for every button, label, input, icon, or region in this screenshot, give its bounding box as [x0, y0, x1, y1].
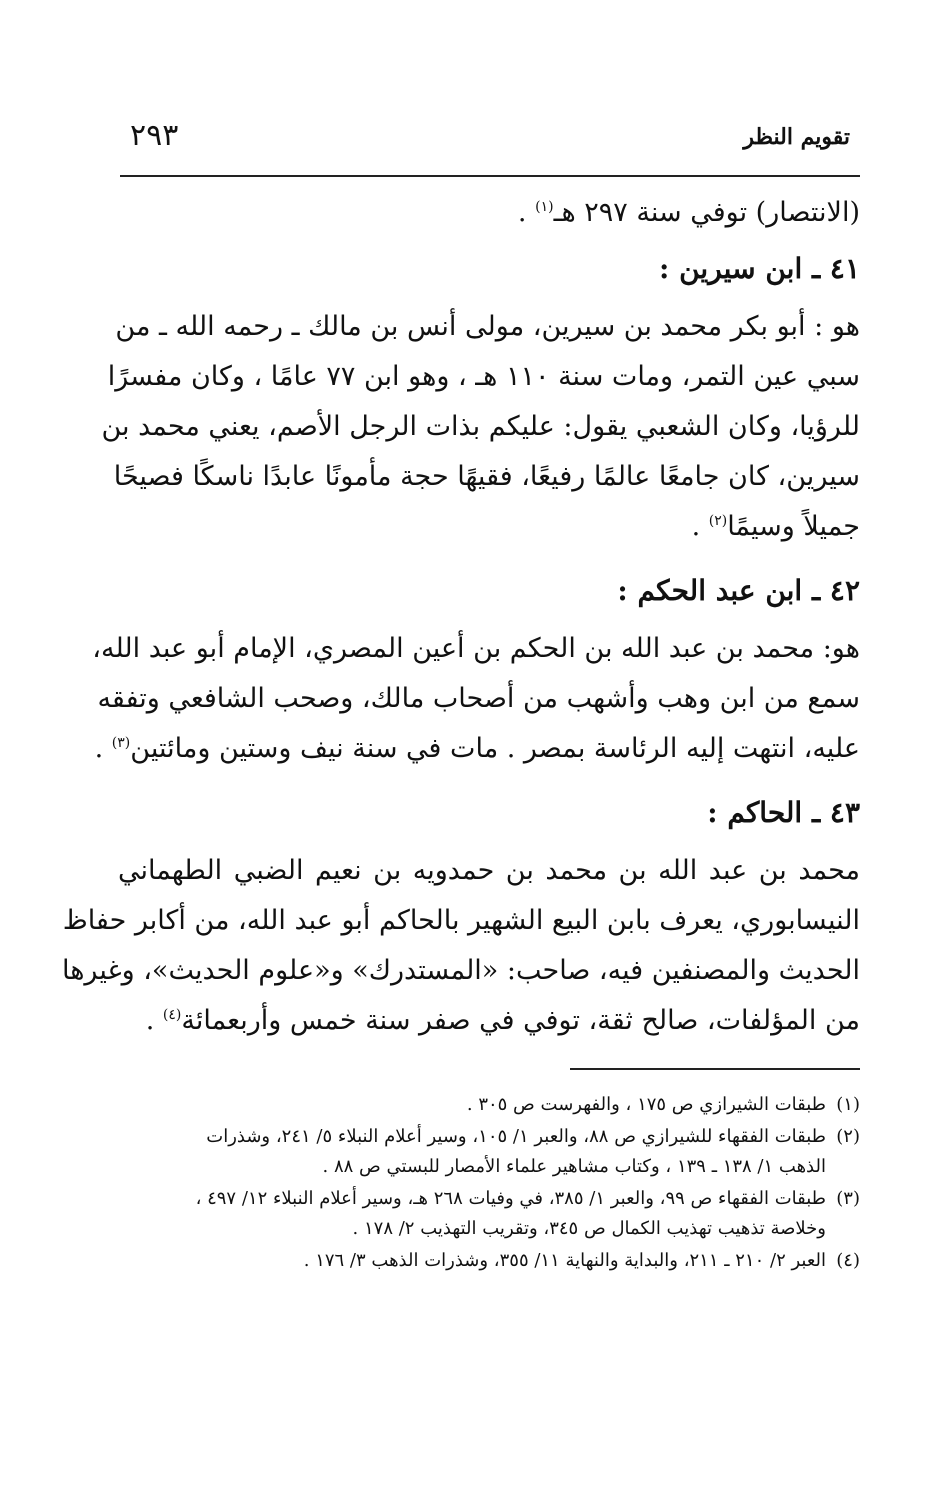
footnote-rule: [570, 1068, 860, 1070]
footnote-ref: (٣): [111, 735, 131, 751]
body-line: سمع من ابن وهب وأشهب من أصحاب مالك، وصحب الشافعي وتفقه: [97, 683, 860, 714]
body-line: للرؤيا، وكان الشعبي يقول: عليكم بذات الرجل الأصم، يعني محمد بن: [101, 411, 860, 442]
footnote-ref: (١): [535, 199, 554, 215]
section-heading: ٤١ ـ ابن سيرين :: [659, 252, 860, 285]
body-line: عليه، انتهت إليه الرئاسة بمصر . مات في سنة نيف وستين ومائتين$^{(٣)}$ .: [94, 733, 860, 764]
footnote-number: (٢): [836, 1126, 860, 1147]
body-line: سيرين، كان جامعًا عالمًا رفيعًا، فقيهًا حجة مأمونًا عابدًا ناسكًا فصيحًا: [113, 461, 860, 492]
footnotes: [118, 1090, 860, 1276]
body-line: هو : أبو بكر محمد بن سيرين، مولى أنس بن مالك ـ رحمه الله ـ من: [115, 311, 860, 342]
footnote-item: [118, 1090, 860, 1120]
footnote-text: طبقات الفقهاء ص ٩٩، والعبر ١/ ٣٨٥، في وفيات ٢٦٨ هـ، وسير أعلام النبلاء ١٢/ ٤٩٧ ،: [195, 1188, 826, 1209]
body-line: من المؤلفات، صالح ثقة، توفي في صفر سنة خمس وأربعمائة$^{(٤)}$ .: [145, 1005, 860, 1036]
footnote-number: (٤): [836, 1250, 860, 1271]
main-text: [61, 188, 860, 1046]
section-heading: ٤٣ ـ الحاكم :: [707, 796, 860, 829]
footnote-text: طبقات الفقهاء للشيرازي ص ٨٨، والعبر ١/ ١٠٥، وسير أعلام النبلاء ٥/ ٢٤١، وشذرات: [206, 1126, 826, 1147]
section-heading: ٤٢ ـ ابن عبد الحكم :: [617, 574, 860, 607]
footnote-number: (١): [836, 1094, 860, 1115]
footnote-text: وخلاصة تذهيب تهذيب الكمال ص ٣٤٥، وتقريب التهذيب ٢/ ١٧٨ .: [352, 1218, 826, 1239]
body-line: الحديث والمصنفين فيه، صاحب: «المستدرك» و«علوم الحديث»، وغيرها: [61, 955, 860, 986]
footnote-ref: (٤): [162, 1007, 182, 1023]
body-line: محمد بن عبد الله بن محمد بن حمدويه بن نعيم الضبي الطهماني: [118, 855, 860, 886]
footnote-number: (٣): [836, 1188, 860, 1209]
footnote-item: [118, 1184, 860, 1244]
page-number: ٢٩٣: [130, 118, 179, 153]
continuation-line: (الانتصار) توفي سنة ٢٩٧ هـ$^{(١)}$ .: [517, 197, 860, 228]
footnote-text: الذهب ١/ ١٣٨ ـ ١٣٩ ، وكتاب مشاهير علماء الأمصار للبستي ص ٨٨ .: [322, 1156, 826, 1177]
body-line: سبي عين التمر، ومات سنة ١١٠ هـ ، وهو ابن ٧٧ عامًا ، وكان مفسرًا: [107, 361, 860, 392]
header-rule: [120, 175, 860, 177]
body-line: جميلاً وسيمًا$^{(٢)}$ .: [691, 511, 860, 542]
page-header: [130, 118, 850, 162]
footnote-text: العبر ٢/ ٢١٠ ـ ٢١١، والبداية والنهاية ١١/ ٣٥٥، وشذرات الذهب ٣/ ١٧٦ .: [303, 1250, 826, 1271]
footnote-text: طبقات الشيرازي ص ١٧٥ ، والفهرست ص ٣٠٥ .: [466, 1094, 826, 1115]
running-title: تقويم النظر: [743, 124, 850, 150]
body-line: هو: محمد بن عبد الله بن الحكم بن أعين المصري، الإمام أبو عبد الله،: [92, 633, 860, 664]
footnote-item: [118, 1122, 860, 1182]
footnote-ref: (٢): [708, 513, 728, 529]
footnote-item: [118, 1246, 860, 1276]
body-line: النيسابوري، يعرف بابن البيع الشهير بالحاكم أبو عبد الله، من أكابر حفاظ: [62, 905, 860, 936]
